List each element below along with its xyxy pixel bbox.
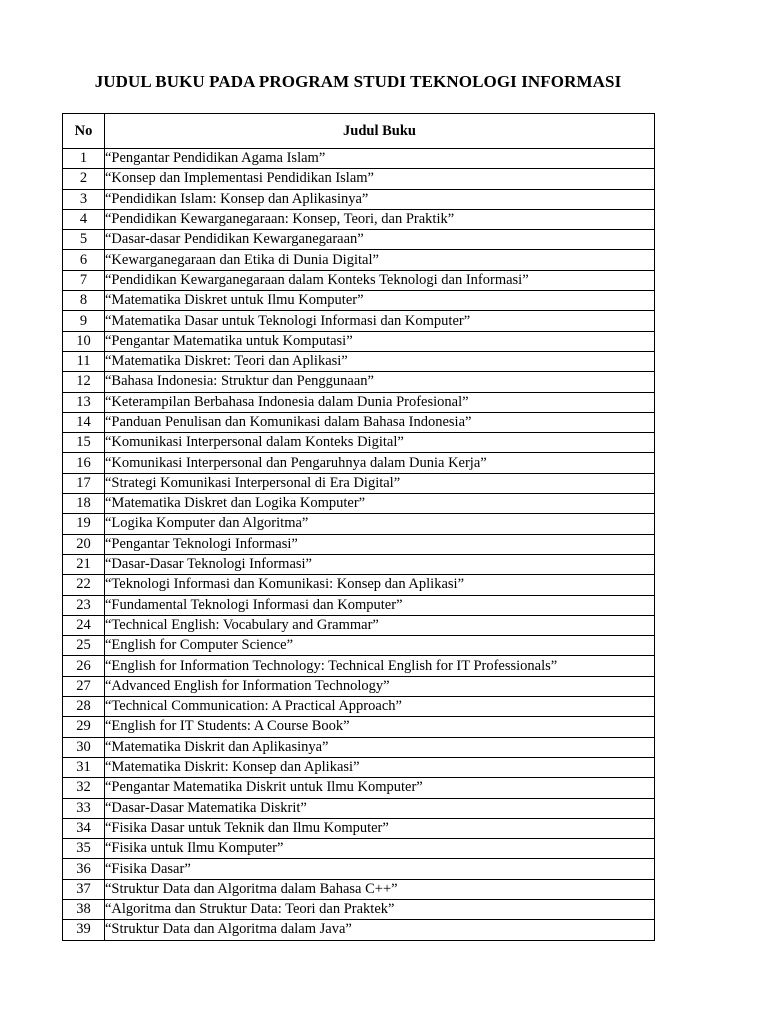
book-title: “Bahasa Indonesia: Struktur dan Penggunaan” (105, 372, 655, 392)
table-row (63, 189, 655, 209)
book-title: “Fisika Dasar untuk Teknik dan Ilmu Komputer” (105, 818, 655, 838)
book-title: “Algoritma dan Struktur Data: Teori dan Praktek” (105, 899, 655, 919)
table-row (63, 372, 655, 392)
row-number: 25 (63, 636, 105, 656)
table-row (63, 351, 655, 371)
table-row (63, 697, 655, 717)
table-row (63, 879, 655, 899)
row-number: 13 (63, 392, 105, 412)
table-header (63, 114, 655, 149)
row-number: 23 (63, 595, 105, 615)
row-number: 30 (63, 737, 105, 757)
book-title: “Komunikasi Interpersonal dalam Konteks Digital” (105, 433, 655, 453)
row-number: 28 (63, 697, 105, 717)
header-title: Judul Buku (105, 114, 655, 149)
row-number: 7 (63, 270, 105, 290)
header-no: No (63, 114, 105, 149)
table-row (63, 291, 655, 311)
table-row (63, 494, 655, 514)
table-row (63, 717, 655, 737)
row-number: 27 (63, 676, 105, 696)
row-number: 34 (63, 818, 105, 838)
row-number: 4 (63, 209, 105, 229)
table-row (63, 575, 655, 595)
table-row (63, 615, 655, 635)
book-title: “Dasar-dasar Pendidikan Kewarganegaraan” (105, 230, 655, 250)
row-number: 31 (63, 757, 105, 777)
book-title: “Panduan Penulisan dan Komunikasi dalam Bahasa Indonesia” (105, 412, 655, 432)
table-row (63, 818, 655, 838)
row-number: 17 (63, 473, 105, 493)
row-number: 15 (63, 433, 105, 453)
book-title: “Logika Komputer dan Algoritma” (105, 514, 655, 534)
book-title: “Dasar-Dasar Matematika Diskrit” (105, 798, 655, 818)
row-number: 12 (63, 372, 105, 392)
table-row (63, 250, 655, 270)
table-row (63, 473, 655, 493)
book-title: “Fisika untuk Ilmu Komputer” (105, 839, 655, 859)
row-number: 2 (63, 169, 105, 189)
table-row (63, 453, 655, 473)
book-title: “Fundamental Teknologi Informasi dan Komputer” (105, 595, 655, 615)
table-row (63, 514, 655, 534)
row-number: 6 (63, 250, 105, 270)
row-number: 26 (63, 656, 105, 676)
book-title: “Pengantar Teknologi Informasi” (105, 534, 655, 554)
book-title: “Matematika Diskret untuk Ilmu Komputer” (105, 291, 655, 311)
table-row (63, 899, 655, 919)
book-title: “Matematika Diskrit: Konsep dan Aplikasi” (105, 757, 655, 777)
book-title: “Matematika Diskret: Teori dan Aplikasi” (105, 351, 655, 371)
book-title: “Matematika Diskrit dan Aplikasinya” (105, 737, 655, 757)
book-title: “Konsep dan Implementasi Pendidikan Islam” (105, 169, 655, 189)
table-row (63, 595, 655, 615)
row-number: 33 (63, 798, 105, 818)
book-title: “English for IT Students: A Course Book” (105, 717, 655, 737)
table-row (63, 798, 655, 818)
book-title: “Struktur Data dan Algoritma dalam Java” (105, 920, 655, 940)
book-title: “Kewarganegaraan dan Etika di Dunia Digital” (105, 250, 655, 270)
row-number: 5 (63, 230, 105, 250)
table-body (63, 149, 655, 941)
book-title: “Pendidikan Kewarganegaraan dalam Konteks Teknologi dan Informasi” (105, 270, 655, 290)
row-number: 21 (63, 554, 105, 574)
row-number: 1 (63, 149, 105, 169)
page-title: JUDUL BUKU PADA PROGRAM STUDI TEKNOLOGI INFORMASI (94, 72, 622, 91)
book-table (62, 113, 655, 941)
table-row (63, 149, 655, 169)
row-number: 36 (63, 859, 105, 879)
row-number: 10 (63, 331, 105, 351)
row-number: 32 (63, 778, 105, 798)
book-title: “English for Computer Science” (105, 636, 655, 656)
row-number: 37 (63, 879, 105, 899)
table-row (63, 433, 655, 453)
table-row (63, 737, 655, 757)
book-title: “Fisika Dasar” (105, 859, 655, 879)
row-number: 39 (63, 920, 105, 940)
book-title: “Pengantar Matematika untuk Komputasi” (105, 331, 655, 351)
table-row (63, 311, 655, 331)
row-number: 14 (63, 412, 105, 432)
table-row (63, 839, 655, 859)
table-row (63, 757, 655, 777)
book-title: “Pengantar Matematika Diskrit untuk Ilmu Komputer” (105, 778, 655, 798)
table-row (63, 230, 655, 250)
table-row (63, 676, 655, 696)
row-number: 18 (63, 494, 105, 514)
book-title: “Strategi Komunikasi Interpersonal di Era Digital” (105, 473, 655, 493)
book-title: “Struktur Data dan Algoritma dalam Bahasa C++” (105, 879, 655, 899)
book-title: “Pengantar Pendidikan Agama Islam” (105, 149, 655, 169)
table-row (63, 331, 655, 351)
table-row (63, 656, 655, 676)
row-number: 11 (63, 351, 105, 371)
row-number: 3 (63, 189, 105, 209)
row-number: 9 (63, 311, 105, 331)
table-row (63, 554, 655, 574)
header-row (63, 114, 655, 149)
row-number: 24 (63, 615, 105, 635)
table-row (63, 920, 655, 940)
table-row (63, 169, 655, 189)
row-number: 16 (63, 453, 105, 473)
table-row (63, 778, 655, 798)
book-title: “Dasar-Dasar Teknologi Informasi” (105, 554, 655, 574)
book-title: “English for Information Technology: Technical English for IT Professionals” (105, 656, 655, 676)
table-row (63, 270, 655, 290)
book-title: “Matematika Dasar untuk Teknologi Informasi dan Komputer” (105, 311, 655, 331)
row-number: 22 (63, 575, 105, 595)
book-title: “Pendidikan Islam: Konsep dan Aplikasinya” (105, 189, 655, 209)
table-row (63, 209, 655, 229)
table-row (63, 859, 655, 879)
row-number: 29 (63, 717, 105, 737)
book-title: “Pendidikan Kewarganegaraan: Konsep, Teori, dan Praktik” (105, 209, 655, 229)
book-title: “Technical Communication: A Practical Approach” (105, 697, 655, 717)
table-row (63, 534, 655, 554)
row-number: 8 (63, 291, 105, 311)
table-row (63, 412, 655, 432)
row-number: 19 (63, 514, 105, 534)
book-title: “Matematika Diskret dan Logika Komputer” (105, 494, 655, 514)
book-title: “Advanced English for Information Technology” (105, 676, 655, 696)
table-row (63, 636, 655, 656)
row-number: 20 (63, 534, 105, 554)
table-row (63, 392, 655, 412)
book-title: “Keterampilan Berbahasa Indonesia dalam Dunia Profesional” (105, 392, 655, 412)
row-number: 38 (63, 899, 105, 919)
row-number: 35 (63, 839, 105, 859)
book-title: “Technical English: Vocabulary and Grammar” (105, 615, 655, 635)
book-title: “Teknologi Informasi dan Komunikasi: Konsep dan Aplikasi” (105, 575, 655, 595)
book-title: “Komunikasi Interpersonal dan Pengaruhnya dalam Dunia Kerja” (105, 453, 655, 473)
